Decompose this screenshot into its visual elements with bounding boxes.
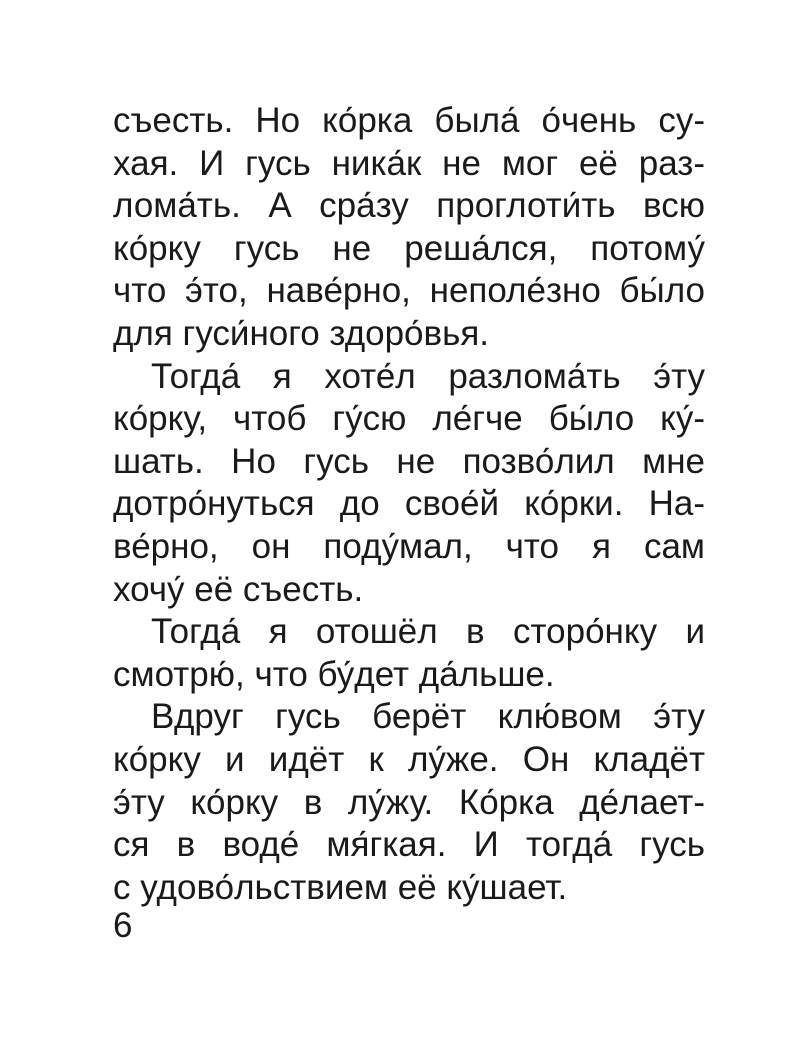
paragraph-3	[113, 611, 705, 696]
text-line: Вдруг гусь берёт клю́вом э́ту	[151, 697, 705, 737]
text-line: шать. Но гусь не позво́лил мне	[113, 441, 705, 481]
text-line: смотрю́, что бу́дет да́льше.	[113, 654, 555, 694]
text-line: хая. И гусь ника́к не мог её раз-	[113, 143, 705, 183]
text-line: дотро́нуться до свое́й ко́рки. На-	[113, 484, 705, 524]
paragraph-2	[113, 356, 705, 612]
text-line: ве́рно, он поду́мал, что я сам	[113, 526, 705, 566]
text-line: э́ту ко́рку в лу́жу. Ко́рка де́лает-	[113, 782, 705, 822]
page-number: 6	[113, 906, 133, 945]
paragraph-4	[113, 696, 705, 909]
text-line: лома́ть. А сра́зу проглоти́ть всю	[113, 186, 705, 226]
text-line: для гуси́ного здоро́вья.	[113, 313, 490, 353]
text-line: хочу́ её съесть.	[113, 569, 364, 609]
text-line: ко́рку и идёт к лу́же. Он кладёт	[113, 739, 705, 779]
text-line: съесть. Но ко́рка была́ о́чень су-	[113, 101, 705, 140]
text-line: Тогда́ я отошёл в сторо́нку и	[151, 612, 705, 652]
text-line: что э́то, наве́рно, неполе́зно бы́ло	[113, 271, 705, 311]
text-line: ко́рку, чтоб гу́сю ле́гче бы́ло ку́-	[113, 399, 705, 439]
text-line: Тогда́ я хоте́л разлома́ть э́ту	[151, 356, 705, 396]
text-line: ся в воде́ мя́гкая. И тогда́ гусь	[113, 825, 705, 865]
text-line: ко́рку гусь не реша́лся, потому́	[113, 228, 705, 268]
paragraph-1	[113, 100, 705, 356]
text-line: с удово́льствием её ку́шает.	[113, 867, 568, 907]
page-text	[113, 100, 705, 909]
